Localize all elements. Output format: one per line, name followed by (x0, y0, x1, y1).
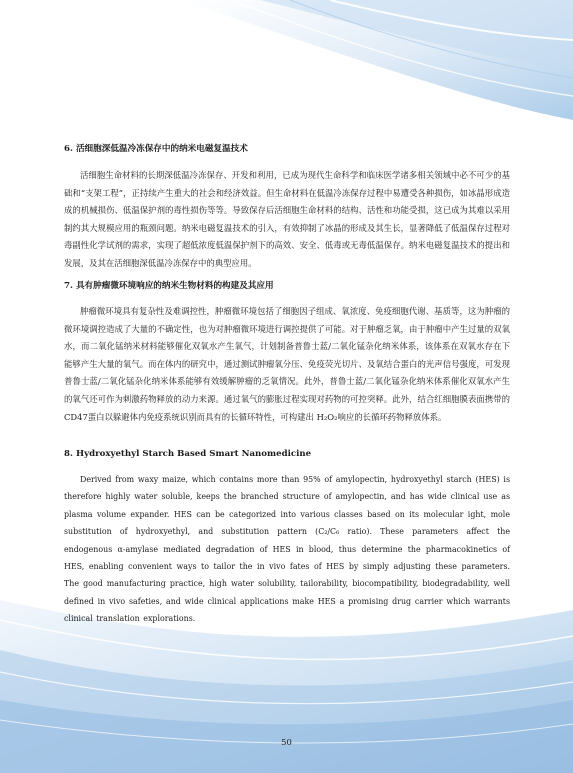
section-6-body: 活细胞生命材料的长期深低温冷冻保存、开发和利用，已成为现代生命科学和临床医学诸多相关领域中必不可少的基础和“支架工程”，正持续产生重大的社会和经济效益。但生命材料在低温冷冻保存过程中易遭受各种损伤，如冰晶形成造成的机械损伤、低温保护剂的毒性损伤等等。导致保存后活细胞生命材料的结构、活性和功能受损，这已成为其难以采用制约其大规模应用的瓶颈问题。纳米电磁复温技术的引入，有效抑制了冰晶的形成及其生长，显著降低了低温保存过程对毒副性化学试剂的需求，实现了超低浓度低温保护剂下的高效、安全、低毒或无毒低温保存。纳米电磁复温技术的提出和发展，及其在活细胞深低温冷冻保存中的典型应用。 (64, 170, 510, 268)
section-6-title: 6. 活细胞深低温冷冻保存中的纳米电磁复温技术 (64, 144, 248, 154)
section-8-body: Derived from waxy maize, which contains more than 95% of amylopectin, hydroxyethyl starch (HES) is therefore highly water soluble, keeps the branched structure of amylopectin, and has wide clinical use as plasma volume expander. HES can be categorized into various classes based on its molecular ight, mole substitution of hydroxyethyl, and substitution pattern (C₂/C₆ ratio). These parameters affect the endogenous α-amylase mediated degradation of HES in blood, thus determine the pharmacokinetics of HES, enabling convenient ways to tailor the in vivo fates of HES by simply adjusting these parameters. The good manufacturing practice, high water solubility, tailorability, biocompatibility, biodegradability, well defined in vivo safeties, and wide clinical applications make HES a promising drug carrier which warrants clinical translation explorations. (64, 475, 510, 624)
page-number: 50 (281, 737, 292, 747)
section-7-body: 肿瘤微环境具有复杂性及难调控性，肿瘤微环境包括了细胞因子组成、氧浓度、免疫细胞代谢、基质等，这为肿瘤的微环境调控造成了大量的不确定性，也为对肿瘤微环境进行调控提供了可能。对于肿瘤乏氧，由于肿瘤中产生过量的双氧水，而二氧化锰纳米材料能够催化双氧水产生氧气，计划制备普鲁士蓝/二氧化锰杂化纳米体系，该体系在双氧水存在下能够产生大量的氧气。而在体内的研究中，通过测试肿瘤氧分压、免疫荧光切片、及氧结合蛋白的光声信号强度，可发现普鲁士蓝/二氧化锰杂化纳米体系能够有效缓解肿瘤的乏氧情况。此外，普鲁士蓝/二氧化锰杂化纳米体系催化双氧水产生的氧气还可作为刺激药物释放的动力来源。通过氧气的膨胀过程实现对药物的可控突释。此外，结合红细胞膜表面携带的CD47蛋白以躲避体内免疫系统识别而具有的长循环特性，可构建出 H₂O₂响应的长循环药物释放体系。 (64, 306, 510, 422)
section-7-title: 7. 具有肿瘤微环境响应的纳米生物材料的构建及其应用 (64, 281, 274, 291)
section-8-title: 8. Hydroxyethyl Starch Based Smart Nanomedicine (64, 449, 312, 459)
